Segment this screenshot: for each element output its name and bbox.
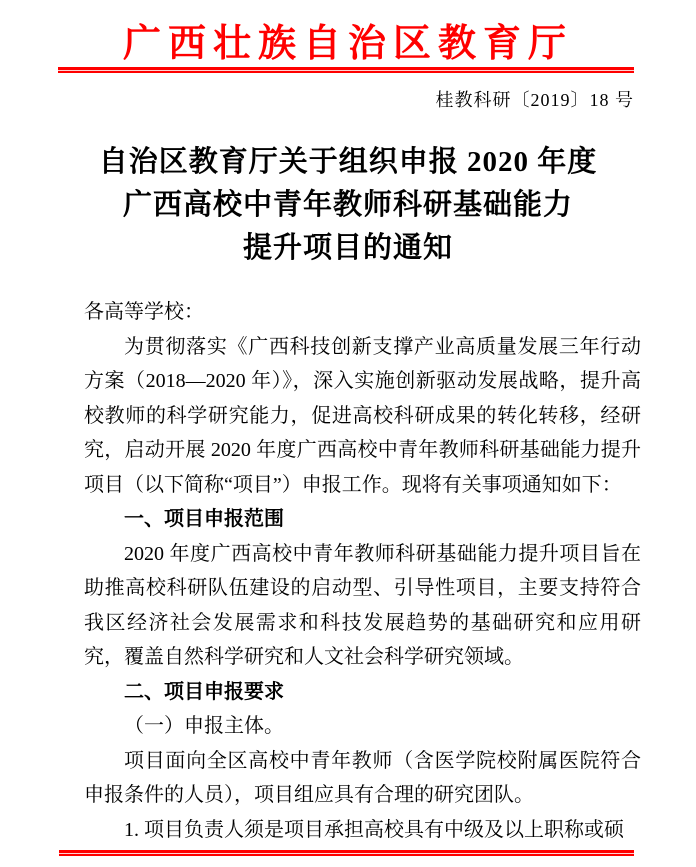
section-heading-1: 一、项目申报范围 [124,508,284,530]
paragraph-item-1: 1. 项目负责人须是项目承担高校具有中级及以上职称或硕 [124,818,624,841]
footer-red-rule-thin [59,854,634,856]
paragraph-scope: 2020 年度广西高校中青年教师科研基础能力提升项目旨在助推高校科研队伍建设的启动型、引导性项目，主要支持符合我区经济社会发展需求和科技发展趋势的基础研究和应用研究，覆盖自然科学研究和人文社会科学研究领域。 [84,542,641,668]
paragraph-intro: 为贯彻落实《广西科技创新支撑产业高质量发展三年行动方案（2018—2020 年）》，深入实施创新驱动发展战略，提升高校教师的科学研究能力，促进高校科研成果的转化转移，经研究，启动开展 2020 年度广西高校中青年教师科研基础能力提升项目（以下简称“项目”）申报工作。现将有关事项通知如下： [84,335,641,496]
sub-heading-application-subject: （一）申报主体。 [124,715,284,737]
header-red-rule-thin [58,71,634,73]
document-body [84,295,641,847]
document-title [0,141,696,270]
document-title-line-3: 提升项目的通知 [242,232,453,264]
footer-red-rule [59,850,634,856]
document-title-line-2: 广西高校中青年教师科研基础能力 [122,189,573,221]
section-heading-2: 二、项目申报要求 [124,680,284,703]
header-red-rule [58,67,634,73]
paragraph-eligibility: 项目面向全区高校中青年教师（含医学院校附属医院符合申报条件的人员），项目组应具有合理的研究团队。 [84,749,641,806]
document-number: 桂教科研〔2019〕18 号 [435,90,634,110]
agency-masthead: 广西壮族自治区教育厅 [122,23,573,65]
document-title-line-1: 自治区教育厅关于组织申报 2020 年度 [98,146,598,178]
salutation: 各高等学校： [84,301,204,323]
